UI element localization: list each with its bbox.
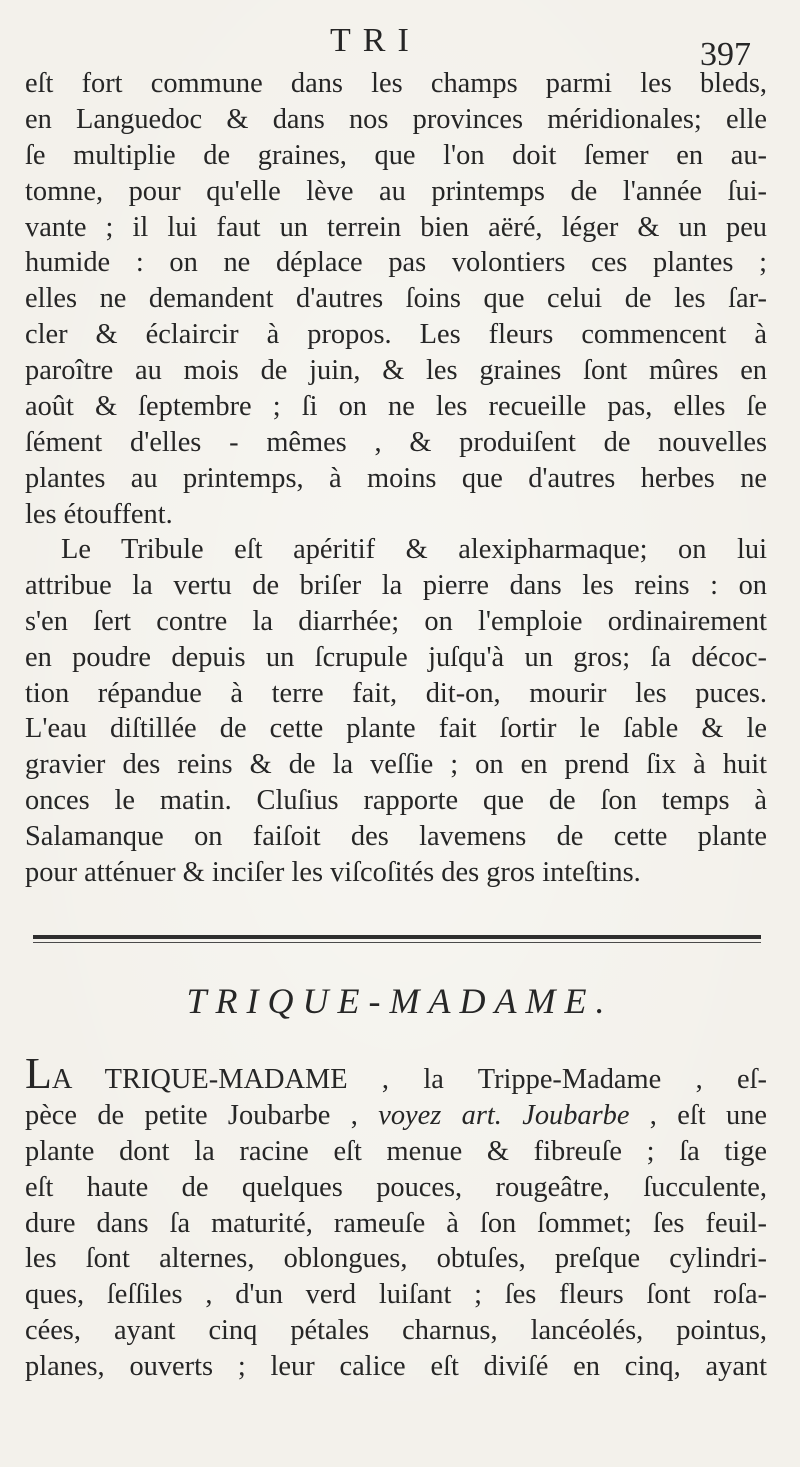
text-line: ſe multiplie de graines, que l'on doit ſemer en au-	[25, 139, 767, 171]
entry-body	[25, 1049, 767, 1385]
page-number: 397	[700, 36, 751, 73]
text-span: pèce de petite Joubarbe ,	[25, 1099, 379, 1131]
text-line: en Languedoc & dans nos provinces méridionales; elle	[25, 103, 767, 135]
text-line: humide : on ne déplace pas volontiers ces plantes ;	[25, 247, 767, 279]
paragraph-tribule-uses	[25, 532, 767, 891]
text-line: onces le matin. Cluſius rapporte que de ſon temps à	[25, 785, 767, 817]
entry-first-line-text: A TRIQUE-MADAME , la Trippe-Madame , eſ-	[51, 1064, 767, 1095]
paragraph-continued	[25, 66, 767, 533]
text-line: cler & éclaircir à propos. Les fleurs commencent à	[25, 319, 767, 351]
text-line: en poudre depuis un ſcrupule juſqu'à un gros; ſa décoc-	[25, 641, 767, 673]
text-line: eſt fort commune dans les champs parmi les bleds,	[25, 68, 767, 99]
text-line: tomne, pour qu'elle lève au printemps de l'année ſui-	[25, 175, 767, 207]
text-line: dure dans ſa maturité, rameuſe à ſon ſommet; ſes feuil-	[25, 1207, 767, 1239]
text-line: ques, ſeſſiles , d'un verd luiſant ; ſes fleurs ſont roſa-	[25, 1279, 767, 1311]
section-divider	[33, 935, 761, 939]
text-line: L'eau diſtillée de cette plante fait ſortir le ſable & le	[25, 713, 767, 745]
cross-reference: voyez art. Joubarbe	[378, 1099, 630, 1131]
text-line: elles ne demandent d'autres ſoins que celui de les ſar-	[25, 283, 767, 315]
text-line: ſément d'elles - mêmes , & produiſent de nouvelles	[25, 426, 767, 458]
text-span: , eſt une	[629, 1099, 767, 1131]
text-line: plante dont la racine eſt menue & fibreuſe ; ſa tige	[25, 1135, 767, 1167]
text-line: Le Tribule eſt apéritif & alexipharmaque; on lui	[61, 534, 767, 565]
text-line: plantes au printemps, à moins que d'autres herbes ne	[25, 462, 767, 494]
drop-capital: L	[25, 1049, 52, 1098]
text-line: gravier des reins & de la veſſie ; on en prend ſix à huit	[25, 749, 767, 781]
text-line: pour atténuer & inciſer les viſcoſités des gros inteſtins.	[25, 857, 641, 889]
text-line: s'en ſert contre la diarrhée; on l'emploie ordinairement	[25, 605, 767, 637]
text-line: les étouffent.	[25, 498, 173, 530]
text-line: tion répandue à terre fait, dit-on, mourir les puces.	[25, 677, 767, 709]
text-line: août & ſeptembre ; ſi on ne les recueille pas, elles ſe	[25, 391, 767, 423]
entry-first-line	[25, 1049, 767, 1098]
text-line: cées, ayant cinq pétales charnus, lancéolés, pointus,	[25, 1315, 767, 1347]
text-line: planes, ouverts ; leur calice eſt diviſé en cinq, ayant	[25, 1351, 767, 1383]
entry-second-line	[25, 1098, 767, 1134]
text-line: paroître au mois de juin, & les graines ſont mûres en	[25, 355, 767, 387]
text-line: les ſont alternes, oblongues, obtuſes, preſque cylindri-	[25, 1243, 767, 1275]
entry-heading: TRIQUE-MADAME.	[186, 981, 614, 1021]
text-line: eſt haute de quelques pouces, rougeâtre, ſucculente,	[25, 1171, 767, 1203]
running-head-title: TRI	[330, 22, 421, 59]
text-line: vante ; il lui faut un terrein bien aëré, léger & un peu	[25, 211, 767, 243]
running-head	[0, 22, 800, 72]
text-line: attribue la vertu de briſer la pierre dans les reins : on	[25, 569, 767, 601]
text-line: Salamanque on faiſoit des lavemens de cette plante	[25, 821, 767, 853]
